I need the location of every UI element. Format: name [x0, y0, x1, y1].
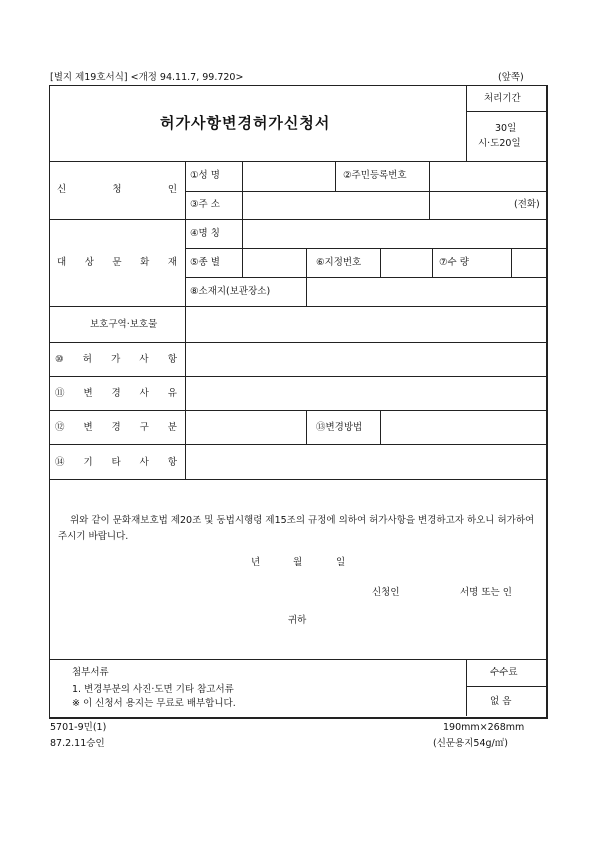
resident-number-label: ②주민등록번호 — [343, 170, 407, 181]
fee-value: 없 음 — [490, 696, 512, 707]
phone-label: (전화) — [514, 199, 540, 210]
name-label: ①성 명 — [190, 170, 220, 181]
processing-period-value: 30일 — [495, 123, 517, 134]
fee-label: 수수료 — [490, 667, 518, 678]
date-day: 일 — [336, 557, 346, 568]
applicant-sign-label: 신청인 — [372, 587, 400, 598]
designation-number-label: ⑥지정번호 — [316, 257, 362, 268]
quantity-label: ⑦수 량 — [439, 257, 469, 268]
other-items-label: ⑭ 기 타 사 항 — [55, 457, 177, 468]
free-form-note: ※ 이 신청서 용지는 무료로 배부합니다. — [72, 698, 236, 709]
application-statement: 위와 같이 문화재보호법 제20조 및 동법시행령 제15조의 규정에 의하여 허가사항을 변경하고자 하오니 허가하여 주시기 바랍니다. — [58, 515, 535, 542]
form-title: 허가사항변경허가신청서 — [160, 114, 331, 132]
location-label: ⑧소재지(보관장소) — [190, 286, 271, 297]
protection-zone-label: 보호구역·보호물 — [90, 319, 158, 330]
addressee: 귀하 — [288, 615, 307, 626]
paper-type: (신문용지54g/㎡) — [433, 738, 508, 749]
processing-period-province: 시·도20일 — [478, 138, 521, 149]
applicant-section-label: 신 청 인 — [57, 184, 177, 195]
heritage-title-label: ④명 칭 — [190, 228, 220, 239]
permit-item-label: ⑩ 허 가 사 항 — [55, 354, 177, 365]
change-method-label: ⑬변경방법 — [316, 422, 363, 433]
form-code: 5701-9민(1) — [50, 722, 107, 733]
date-month: 월 — [293, 557, 303, 568]
signature-label: 서명 또는 인 — [460, 587, 512, 598]
heritage-section-label: 대 상 문 화 재 — [57, 257, 177, 268]
page-side: (앞쪽) — [498, 72, 524, 83]
change-type-label: ⑫ 변 경 구 분 — [55, 422, 177, 433]
attachment-item-1: 1. 변경부분의 사진·도면 기타 참고서류 — [72, 684, 234, 695]
form-number: [별지 제19호서식] <개정 94.11.7, 99.720> — [50, 72, 244, 83]
heritage-type-label: ⑤종 별 — [190, 257, 220, 268]
processing-period-label: 처리기간 — [484, 93, 521, 104]
date-year: 년 — [251, 557, 261, 568]
change-reason-label: ⑪ 변 경 사 유 — [55, 388, 177, 399]
approval-date: 87.2.11승인 — [50, 738, 105, 749]
attachments-label: 첨부서류 — [72, 667, 109, 678]
address-label: ③주 소 — [190, 199, 220, 210]
paper-size: 190mm×268mm — [443, 722, 525, 733]
